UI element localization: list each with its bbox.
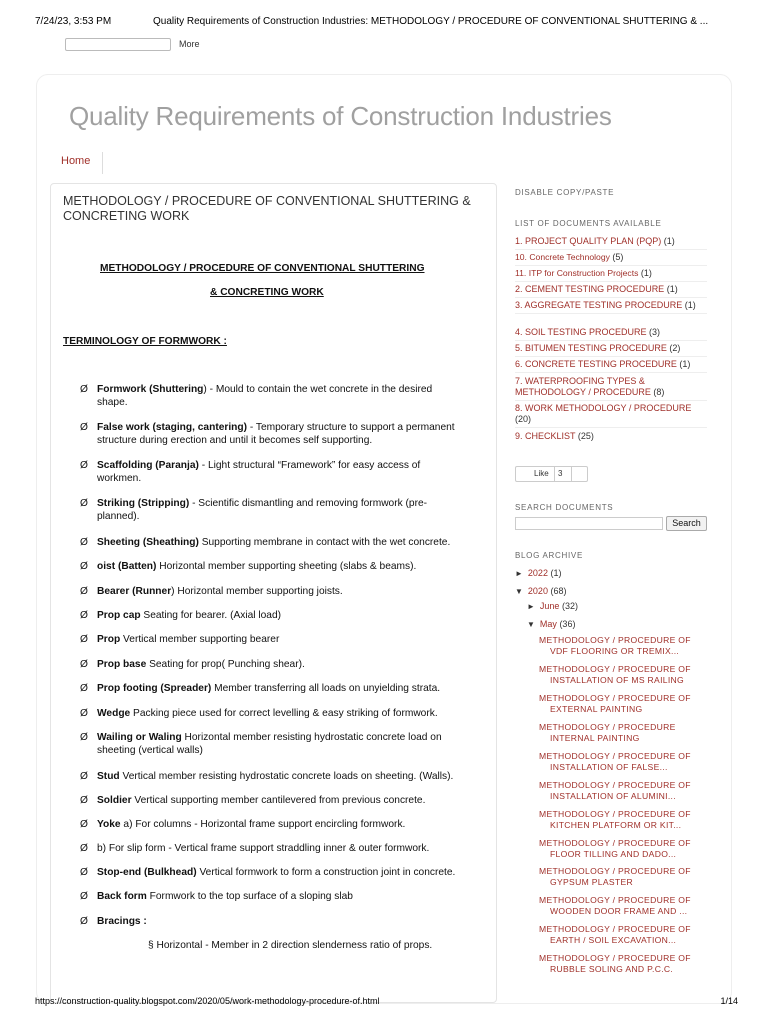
post-link-line2: VDF FLOORING OR TREMIX... [550,645,680,656]
term-definition: - Scientific dismantling and removing formwork (pre- [189,498,428,509]
archive-post-link[interactable] [539,838,709,859]
term-definition: b) For slip form - Vertical frame support straddling inner & outer formwork. [97,843,430,854]
print-header [35,16,748,27]
term-item [80,459,481,485]
post-link-line1: METHODOLOGY / PROCEDURE OF [539,866,691,876]
disable-copy-heading: DISABLE COPY/PASTE [515,188,615,197]
term-item [80,794,425,807]
post-title: METHODOLOGY / PROCEDURE OF CONVENTIONAL SHUTTERING & CONCRETING WORK [63,194,471,223]
expand-arrow-icon[interactable]: ► [527,602,535,611]
document-count: (25) [575,431,594,441]
blog-title[interactable]: Quality Requirements of Construction Industries [69,101,612,131]
term-definition: Horizontal member supporting sheeting (slabs & beams). [156,561,417,572]
post-link-line2: EARTH / SOIL EXCAVATION... [550,934,677,945]
term-item [80,890,353,903]
like-button[interactable] [515,466,588,482]
archive-post-link[interactable] [539,780,709,801]
term-item [80,585,343,598]
tab-divider [102,152,103,174]
print-datetime: 7/24/23, 3:53 PM [35,16,112,27]
term-definition: Vertical member supporting bearer [120,634,280,645]
bullet-symbol: Ø [80,422,88,433]
document-category [515,343,707,357]
post-link-line1: METHODOLOGY / PROCEDURE OF [539,693,691,703]
document-category [515,376,707,401]
document-count: (5) [609,252,624,262]
document-category [515,284,707,298]
documents-heading: LIST OF DOCUMENTS AVAILABLE [515,219,662,228]
post-link-line1: METHODOLOGY / PROCEDURE OF [539,780,691,790]
term-item [80,497,481,523]
post-link-line1: METHODOLOGY / PROCEDURE OF [539,664,691,674]
archive-post-link[interactable] [539,895,709,916]
archive-count: (36) [556,619,576,629]
archive-post-link[interactable] [539,722,709,743]
term-label: Stud [97,771,120,782]
archive-post-link[interactable] [539,635,709,656]
term-label: oist (Batten) [97,561,157,572]
archive-month-link[interactable]: June [539,601,560,611]
post-link-line1: METHODOLOGY / PROCEDURE OF [539,838,691,848]
document-count: (20) [515,414,532,424]
bullet-symbol: Ø [80,460,88,471]
term-definition: a) For columns - Horizontal frame support encircling formwork. [120,819,406,830]
archive-post-link[interactable] [539,809,709,830]
term-label: Prop base [97,659,147,670]
term-definition-cont: shape. [97,397,128,408]
document-count: (1) [682,300,696,310]
document-link[interactable]: 3. AGGREGATE TESTING PROCEDURE [515,300,683,310]
archive-heading: BLOG ARCHIVE [515,551,583,560]
bullet-symbol: Ø [80,843,88,854]
term-definition: Seating for bearer. (Axial load) [140,610,282,621]
term-item [80,383,481,409]
document-link[interactable]: 2. CEMENT TESTING PROCEDURE [515,284,665,294]
post-link-line2: WOODEN DOOR FRAME AND ... [550,905,688,916]
term-definition: - Temporary structure to support a permanent [247,422,455,433]
search-input[interactable] [515,517,663,530]
document-count: (1) [676,359,691,369]
term-item [80,682,440,695]
term-label: Bearer (Runner [97,586,172,597]
print-url: https://construction-quality.blogspot.com/2020/05/work-methodology-procedure-of.html [35,996,380,1006]
document-link[interactable]: 9. CHECKLIST [515,431,576,441]
term-definition: Packing piece used for correct levelling & easy striking of formwork. [130,708,438,719]
archive-year-link[interactable]: 2020 [527,586,548,596]
page-tabs [50,150,460,176]
document-link[interactable]: 8. WORK METHODOLOGY / PROCEDURE [515,403,692,413]
post-link-line1: METHODOLOGY / PROCEDURE OF [539,895,691,905]
bullet-symbol: Ø [80,610,88,621]
post-link-line2: INSTALLATION OF MS RAILING [550,674,685,685]
archive-post-link[interactable] [539,866,709,887]
bullet-symbol: Ø [80,586,88,597]
term-definition-cont: structure during erection and until it becomes self supporting. [97,435,373,446]
term-label: Prop cap [97,610,141,621]
archive-month [527,619,575,630]
expand-arrow-icon[interactable]: ► [515,569,523,578]
document-category [515,431,707,444]
term-item [80,560,416,573]
term-definition: Supporting membrane in contact with the wet concrete. [198,537,451,548]
archive-year [515,586,566,597]
term-definition: - Light structural “Framework” for easy access of [198,460,421,471]
document-category [515,236,707,250]
post-link-line1: METHODOLOGY / PROCEDURE OF [539,751,691,761]
document-category [515,359,707,373]
print-page-number: 1/14 [720,996,738,1006]
term-item [80,609,281,622]
post-heading-line1: METHODOLOGY / PROCEDURE OF CONVENTIONAL SHUTTERING [100,263,425,274]
bullet-symbol: Ø [80,916,88,927]
term-definition: ) - Mould to contain the wet concrete in the desired [203,384,433,395]
archive-year-link[interactable]: 2022 [527,568,548,578]
document-link[interactable]: 11. ITP for Construction Projects [515,268,639,278]
bullet-symbol: Ø [80,867,88,878]
document-link[interactable]: 10. Concrete Technology [515,252,610,262]
term-definition: Vertical supporting member cantilevered from previous concrete. [131,795,426,806]
post-link-line2: GYPSUM PLASTER [550,876,633,887]
document-category [515,252,707,266]
bullet-symbol: Ø [80,634,88,645]
bullet-symbol: Ø [80,708,88,719]
term-label: Back form [97,891,147,902]
post-link-line1: METHODOLOGY / PROCEDURE OF [539,953,691,963]
term-label: Bracings : [97,916,147,927]
bullet-symbol: Ø [80,819,88,830]
term-label: Yoke [97,819,121,830]
term-label: Prop footing (Spreader) [97,683,212,694]
document-category [515,403,707,428]
bullet-symbol: Ø [80,537,88,548]
document-count: (1) [638,268,652,278]
post-link-line2: INSTALLATION OF FALSE... [550,761,668,772]
document-link[interactable]: 6. CONCRETE TESTING PROCEDURE [515,359,677,369]
term-label: Scaffolding (Paranja) [97,460,199,471]
term-definition: Seating for prop( Punching shear). [146,659,305,670]
post-link-line2: FLOOR TILLING AND DADO... [550,848,677,859]
post-link-line2: RUBBLE SOLING AND P.C.C. [550,963,674,974]
terminology-heading: TERMINOLOGY OF FORMWORK : [63,336,227,347]
term-item [80,658,305,671]
term-item [80,536,450,549]
archive-count: (32) [559,601,578,611]
term-item [80,915,147,928]
post-link-line2: EXTERNAL PAINTING [550,703,643,714]
print-title: Quality Requirements of Construction Industries: METHODOLOGY / PROCEDURE OF CONVENTIONAL SHUTTERING & ... [153,16,709,27]
bullet-symbol: Ø [80,561,88,572]
archive-post-link[interactable] [539,751,709,772]
term-definition: Horizontal member resisting hydrostatic concrete load on [181,732,442,743]
document-link[interactable]: 4. SOIL TESTING PROCEDURE [515,327,647,337]
bullet-symbol: Ø [80,384,88,395]
navbar-search-input[interactable] [65,38,171,51]
term-definition: Member transferring all loads on unyielding strata. [211,683,441,694]
term-label: Wedge [97,708,131,719]
archive-month [527,601,578,612]
like-divider [571,467,572,481]
search-heading: SEARCH DOCUMENTS [515,503,614,512]
navbar-more-link[interactable]: More [179,39,200,49]
term-label: False work (staging, cantering) [97,422,248,433]
archive-count: (1) [547,568,562,578]
term-definition: Formwork to the top surface of a sloping slab [146,891,353,902]
term-definition-cont: planned). [97,511,140,522]
bullet-symbol: Ø [80,771,88,782]
post-link-line1: METHODOLOGY / PROCEDURE OF [539,924,691,934]
post-link-line1: METHODOLOGY / PROCEDURE OF [539,809,691,819]
term-label: Wailing or Waling [97,732,182,743]
collapse-arrow-icon[interactable]: ▼ [515,587,523,596]
like-count: 3 [558,469,563,478]
like-label: Like [534,469,549,478]
collapse-arrow-icon[interactable]: ▼ [527,620,535,629]
term-item [80,633,279,646]
bullet-symbol: Ø [80,659,88,670]
post-link-line2: INTERNAL PAINTING [550,732,640,743]
print-footer [35,996,738,1006]
term-label: Stop-end (Bulkhead) [97,867,197,878]
post-heading-line2: & CONCRETING WORK [210,287,324,298]
archive-post-link[interactable] [539,953,709,974]
post-link-line1: METHODOLOGY / PROCEDURE OF [539,635,691,645]
document-category [515,268,707,282]
term-item [80,770,453,783]
post-link-line2: INSTALLATION OF ALUMINI... [550,790,676,801]
search-button[interactable]: Search [666,516,707,531]
term-item [80,421,481,447]
term-definition-cont: workmen. [97,473,142,484]
bullet-symbol: Ø [80,498,88,509]
archive-post-link[interactable] [539,924,709,945]
bullet-symbol: Ø [80,891,88,902]
term-label: Formwork (Shuttering [97,384,204,395]
term-item [80,866,455,879]
bullet-symbol: Ø [80,795,88,806]
archive-post-link[interactable] [539,664,709,685]
term-label: Sheeting (Sheathing) [97,537,199,548]
document-link[interactable]: 5. BITUMEN TESTING PROCEDURE [515,343,667,353]
document-category [515,327,707,341]
post-link-line2: KITCHEN PLATFORM OR KIT... [550,819,682,830]
bullet-symbol: Ø [80,732,88,743]
bullet-symbol: Ø [80,683,88,694]
document-link[interactable]: 7. WATERPROOFING TYPES & METHODOLOGY / PROCEDURE [515,376,651,397]
archive-month-link[interactable]: May [539,619,557,629]
document-link[interactable]: 1. PROJECT QUALITY PLAN (PQP) [515,236,662,246]
term-label: Striking (Stripping) [97,498,190,509]
document-count: (3) [646,327,661,337]
document-count: (1) [664,284,678,294]
term-definition: Vertical member resisting hydrostatic concrete loads on sheeting. (Walls). [119,771,454,782]
sub-item: § Horizontal - Member in 2 direction slenderness ratio of props. [148,940,433,951]
term-item [80,818,405,831]
document-count: (8) [650,387,665,397]
document-category [515,300,707,314]
archive-year [515,568,561,579]
term-item [80,731,481,757]
term-label: Soldier [97,795,132,806]
document-count: (1) [661,236,675,246]
post-link-line1: METHODOLOGY / PROCEDURE [539,722,676,732]
term-definition: ) Horizontal member supporting joists. [171,586,343,597]
archive-post-link[interactable] [539,693,709,714]
term-item [80,707,438,720]
term-definition: Vertical formwork to form a construction joint in concrete. [196,867,456,878]
term-definition-cont: sheeting (vertical walls) [97,745,203,756]
archive-count: (68) [547,586,567,596]
like-divider [554,467,555,481]
term-label: Prop [97,634,121,645]
term-item [80,842,429,855]
document-count: (2) [666,343,681,353]
tab-home[interactable]: Home [61,155,91,167]
